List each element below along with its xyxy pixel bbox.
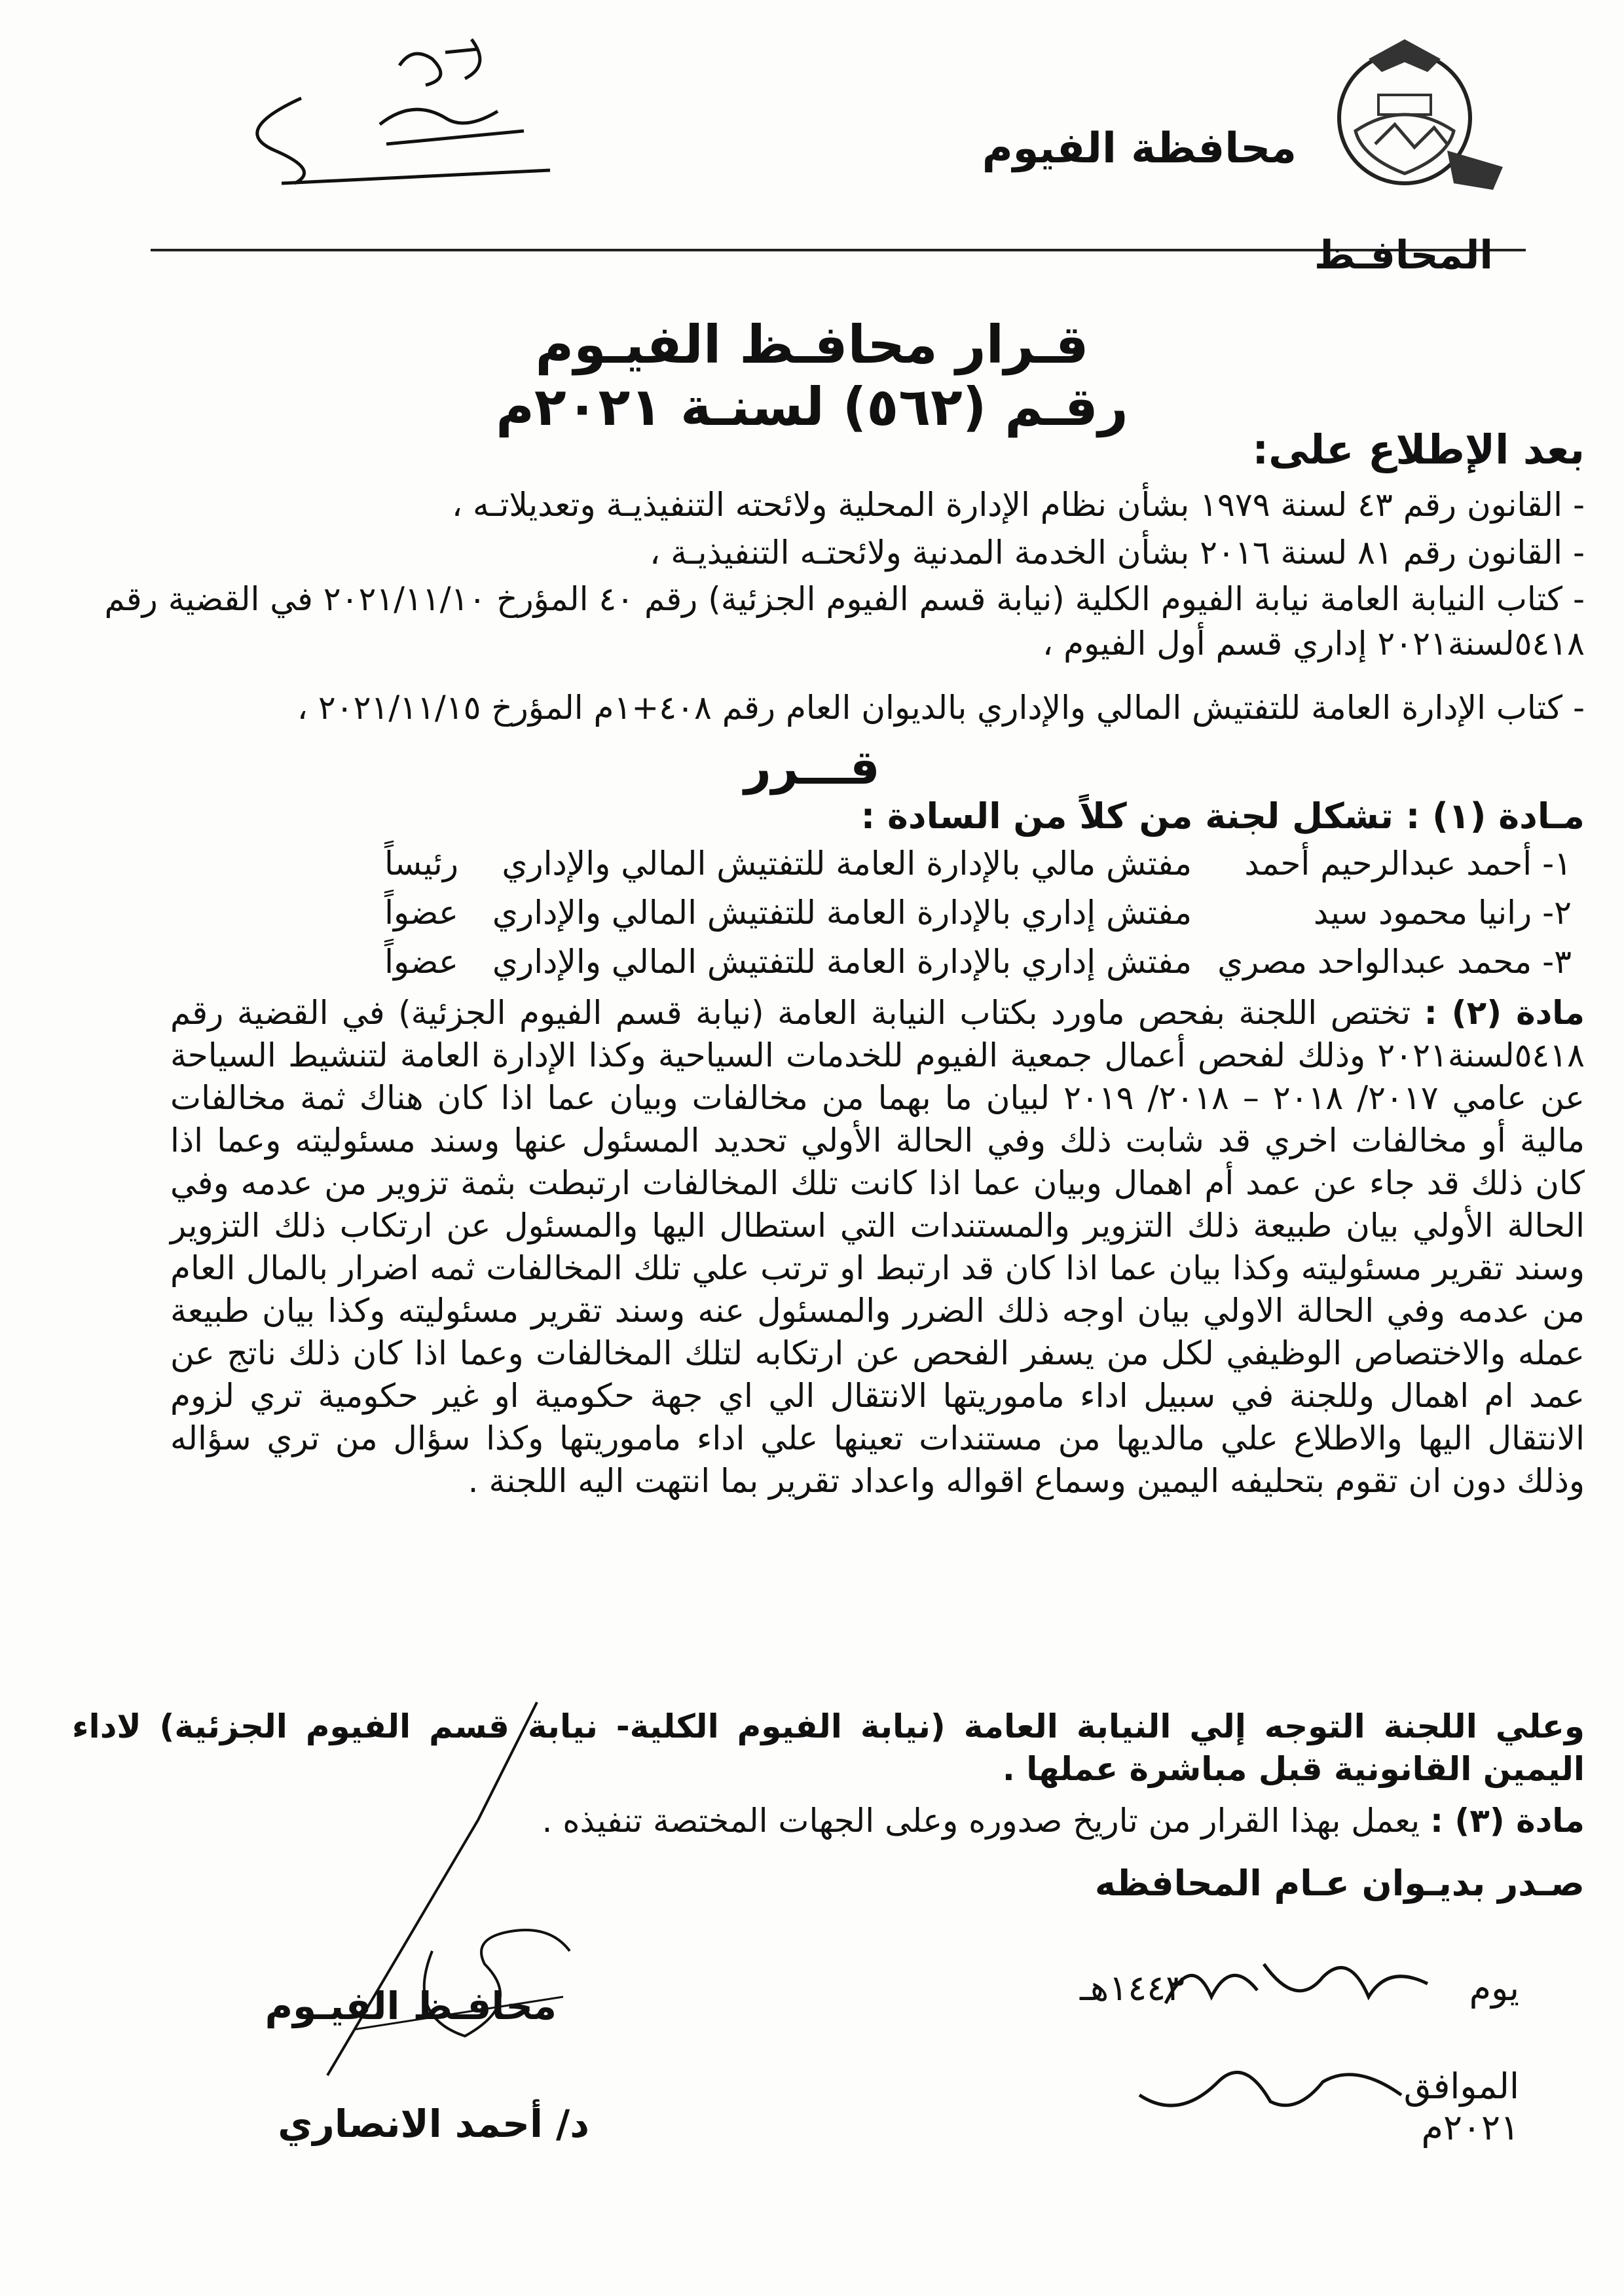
member-row — [98, 943, 1572, 981]
fayoum-governorate-emblem — [1329, 33, 1513, 203]
article-3-text: يعمل بهذا القرار من تاريخ صدوره وعلى الجهات المختصة تنفيذه . — [542, 1802, 1420, 1840]
gregorian-date-scribble — [1126, 2043, 1414, 2128]
member-row — [98, 845, 1572, 883]
article-2 — [170, 992, 1585, 1503]
article-2-text: تختص اللجنة بفحص ماورد بكتاب النيابة العامة (نيابة قسم الفيوم الجزئية) في القضية رقم ٥٤١٨لسنة٢٠٢١ وذلك لفحص أعمال جمعية الفيوم للخدمات السياحية وكذا الإدارة العامة لتنشيط السياحة عن عامي ٢٠١٧/ ٢٠١٨ – ٢٠١٨/ ٢٠١٩ لبيان ما بهما من مخالفات وبيان عما اذا كان هناك ثمة مخالفات مالية أو مخالفات اخري قد شابت ذلك وفي الحالة الأولي تحديد المسئول عنها وسند مسئوليته وعما اذا كان ذلك قد جاء عن عمد أم اهمال وبيان عما اذا كانت تلك المخالفات ارتبطت بثمة تزوير من عدمه وفي الحالة الأولي بيان طبيعة ذلك التزوير والمستندات التي استطال اليها والمسئول عن ارتكاب ذلك التزوير وسند تقرير مسئوليته وكذا بيان عما اذا كان قد ارتبط او ترتب علي تلك المخالفات ثمه اضرار بالمال العام من عدمه وفي الحالة الاولي بيان اوجه ذلك الضرر والمسئول عنه وسند تقرير مسئوليته وكذا بيان طبيعة عمله والاختصاص الوظيفي لكل من يسفر الفحص عن ارتكابه لتلك المخالفات وعما اذا كان ذلك ناتج عن عمد ام اهمال وللجنة في سبيل اداء ماموريتها الانتقال الي اي جهة حكومية او غير حكومية تري لزوم الانتقال اليها والاطلاع علي مالديها من مستندات تعينها علي اداء ماموريتها وكذا سؤال من تري سؤاله وذلك دون ان تقوم بتحليفه اليمين وسماع اقواله واعداد تقرير بما انتهت اليه اللجنة . — [170, 994, 1585, 1500]
decree-number: رقـم (٥٦٢) لسنـة ٢٠٢١م — [496, 376, 1128, 437]
member-name: ٢- رانيا محمود سيد — [1313, 894, 1572, 932]
handwritten-note — [216, 26, 576, 196]
signatory-title: محافـظ الفيـوم — [265, 1984, 557, 2028]
preamble-heading: بعد الإطلاع على: — [1252, 426, 1585, 473]
governorate-name: محافظة الفيوم — [982, 124, 1297, 173]
article-1-intro: مـادة (١) : تشكل لجنة من كلاً من السادة : — [860, 795, 1585, 837]
committee-instruction: وعلي اللجنة التوجه إلي النيابة العامة (نيابة الفيوم الكلية- نيابة قسم الفيوم الجزئية) لاداء اليمين القانونية قبل مباشرة عملها . — [72, 1707, 1585, 1788]
preamble-item: - القانون رقم ٤٣ لسنة ١٩٧٩ بشأن نظام الإدارة المحلية ولائحته التنفيذيـة وتعديلاتـه ، — [452, 486, 1585, 524]
decree-title: قـرار محافـظ الفيـوم — [535, 314, 1089, 375]
governor-signature — [314, 1689, 589, 2095]
preamble-item: - كتاب النيابة العامة نيابة الفيوم الكلية (نيابة قسم الفيوم الجزئية) رقم ٤٠ المؤرخ ٢٠٢١/١١/١٠ في القضية رقم ٥٤١٨لسنة٢٠٢١ إداري قسم أول الفيوم ، — [104, 580, 1585, 663]
day-label: يوم — [1469, 1967, 1519, 2009]
hijri-date-scribble — [1153, 1938, 1454, 2030]
signatory-name: د/ أحمد الانصاري — [278, 2102, 589, 2146]
member-row — [98, 894, 1572, 932]
article-3-label: مادة (٣) : — [1430, 1802, 1585, 1840]
gregorian-year: ٢٠٢١م — [1421, 2107, 1519, 2148]
hijri-year: ١٤٤٣هـ — [1079, 1967, 1185, 2009]
member-position: مفتش مالي بالإدارة العامة للتفتيش المالي والإداري — [502, 845, 1192, 883]
preamble-item: - كتاب الإدارة العامة للتفتيش المالي والإداري بالديوان العام رقم ٤٠٨+١م المؤرخ ٢٠٢١/١١/١٥ ، — [297, 689, 1585, 727]
member-role: عضواً — [384, 894, 458, 932]
preamble-item: - القانون رقم ٨١ لسنة ٢٠١٦ بشأن الخدمة المدنية ولائحتـه التنفيذيـة ، — [650, 534, 1585, 572]
issued-at: صـدر بديـوان عـام المحافظه — [1094, 1863, 1585, 1904]
issuer-title: المحافـظ — [1314, 232, 1493, 278]
member-position: مفتش إداري بالإدارة العامة للتفتيش المالي والإداري — [492, 894, 1192, 932]
corresponding-label: الموافق — [1403, 2066, 1519, 2107]
member-position: مفتش إداري بالإدارة العامة للتفتيش المالي والإداري — [492, 943, 1192, 981]
decided-heading: قـــرر — [744, 740, 880, 795]
article-3 — [79, 1797, 1585, 1845]
member-role: عضواً — [384, 943, 458, 981]
member-role: رئيساً — [384, 845, 458, 883]
article-2-label: مادة (٢) : — [1424, 994, 1585, 1032]
member-name: ١- أحمد عبدالرحيم أحمد — [1244, 845, 1572, 883]
member-name: ٣- محمد عبدالواحد مصري — [1217, 943, 1572, 981]
